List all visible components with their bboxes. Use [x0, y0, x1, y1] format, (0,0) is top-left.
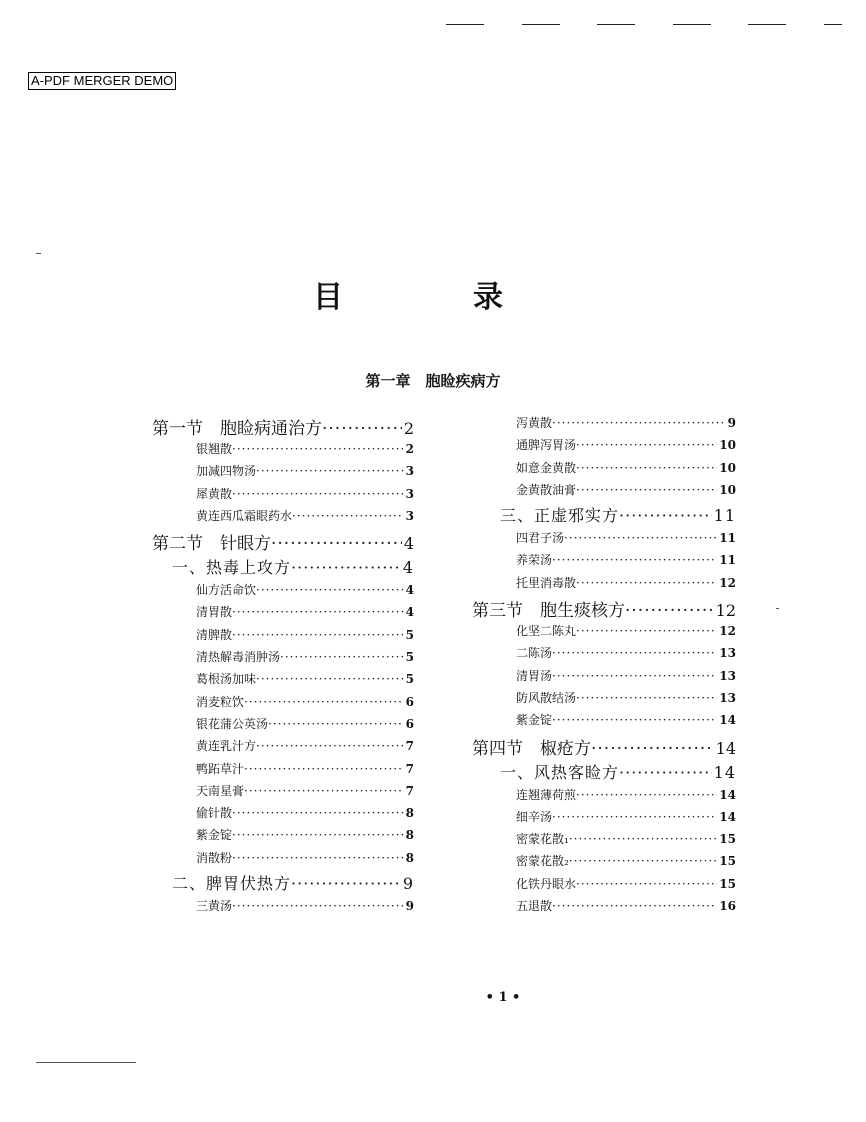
toc-dot-leader [552, 553, 717, 567]
toc-entry-item [152, 581, 414, 603]
top-rule [446, 24, 484, 25]
toc-entry-label: 紫金锭 [196, 828, 233, 843]
scan-speck [36, 1062, 136, 1063]
toc-dot-leader [291, 558, 401, 577]
toc-entry-label: 清脾散 [196, 627, 233, 642]
toc-dot-leader [552, 810, 717, 824]
toc-entry-page: 11 [713, 506, 736, 526]
toc-dot-leader [292, 509, 404, 523]
toc-entry-page: 9 [727, 416, 736, 430]
toc-entry-page: 7 [405, 783, 414, 798]
toc-entry-page: 10 [719, 482, 736, 497]
toc-entry-page: 9 [402, 874, 414, 894]
toc-entry-label: 防风散结汤 [516, 690, 577, 705]
toc-entry-item [152, 760, 414, 782]
toc-entry-label: 天南星膏 [196, 783, 245, 798]
toc-entry-item [472, 689, 736, 711]
toc-entry-page: 15 [719, 854, 736, 869]
toc-entry-label: 加减四物汤 [196, 464, 257, 479]
toc-entry-item [152, 603, 414, 625]
toc-entry-page: 12 [719, 575, 736, 590]
toc-entry-page: 5 [405, 627, 414, 642]
toc-entry-section [472, 596, 736, 622]
toc-entry-label: 五退散 [516, 899, 553, 914]
top-rule [522, 24, 560, 25]
toc-entry-label: 鸭跖草汁 [196, 761, 245, 776]
toc-entry-label: 第三节 胞生痰核方 [472, 601, 625, 622]
scan-speck [36, 253, 41, 254]
toc-entry-page: 3 [405, 486, 414, 501]
toc-entry-page: 14 [719, 713, 736, 728]
toc-entry-item [152, 440, 414, 462]
toc-entry-item [472, 852, 736, 874]
toc-entry-page: 13 [719, 690, 736, 705]
toc-dot-leader [552, 899, 717, 913]
toc-entry-label: 化坚二陈丸 [516, 624, 577, 639]
toc-entry-label: 托里消毒散 [516, 575, 577, 590]
toc-entry-page: 3 [405, 508, 414, 523]
toc-entry-page: 4 [405, 583, 414, 598]
page-title: 目 录 [313, 280, 553, 315]
toc-entry-label: 消麦粒饮 [196, 694, 245, 709]
toc-entry-page: 5 [405, 650, 414, 665]
toc-entry-item [472, 481, 736, 503]
toc-dot-leader [256, 583, 404, 597]
toc-entry-label: 偷针散 [196, 806, 233, 821]
toc-entry-page: 8 [405, 806, 414, 821]
top-rule [597, 24, 635, 25]
toc-dot-leader [232, 828, 404, 842]
toc-entry-item [472, 808, 736, 830]
toc-dot-leader [576, 788, 717, 802]
chapter-heading: 第一章 胞睑疾病方 [365, 372, 501, 390]
toc-entry-label: 细辛汤 [516, 809, 553, 824]
toc-entry-page: 14 [713, 762, 736, 782]
toc-dot-leader [576, 877, 717, 891]
toc-entry-item [152, 782, 414, 804]
toc-entry-label: 银花蒲公英汤 [196, 716, 269, 731]
toc-entry-item [472, 436, 736, 458]
toc-entry-page: 9 [405, 899, 414, 914]
toc-entry-label: 仙方活命饮 [196, 583, 257, 598]
toc-entry-label: 一、风热客睑方 [500, 762, 620, 782]
toc-entry-page: 10 [719, 460, 736, 475]
toc-entry-label: 密蒙花散₁ [516, 832, 569, 847]
toc-right-column [472, 414, 736, 919]
toc-dot-leader [552, 713, 717, 727]
toc-entry-item [152, 485, 414, 507]
toc-entry-page: 13 [719, 668, 736, 683]
toc-dot-leader [232, 806, 404, 820]
toc-entry-item [472, 414, 736, 436]
toc-entry-page: 16 [719, 899, 736, 914]
toc-dot-leader [576, 438, 717, 452]
toc-dot-leader [552, 646, 717, 660]
toc-entry-page: 13 [719, 646, 736, 661]
toc-entry-page: 11 [719, 553, 736, 568]
toc-dot-leader [256, 464, 404, 478]
toc-entry-page: 4 [405, 605, 414, 620]
toc-entry-label: 二陈汤 [516, 646, 553, 661]
toc-dot-leader [232, 487, 404, 501]
toc-entry-page: 2 [405, 442, 414, 456]
toc-dot-leader [591, 739, 714, 759]
toc-dot-leader [244, 695, 404, 709]
toc-entry-item [472, 644, 736, 666]
toc-dot-leader [619, 763, 712, 782]
toc-entry-page: 15 [719, 832, 736, 847]
toc-entry-label: 清胃汤 [516, 668, 553, 683]
toc-entry-section [472, 734, 736, 760]
toc-entry-sub [472, 760, 736, 786]
toc-entry-page: 14 [719, 809, 736, 824]
toc-entry-page: 4 [403, 534, 414, 554]
toc-entry-page: 7 [405, 761, 414, 776]
toc-dot-leader [256, 672, 404, 686]
toc-dot-leader [619, 506, 712, 525]
toc-entry-page: 14 [715, 738, 736, 758]
toc-entry-label: 三、正虚邪实方 [500, 506, 620, 526]
toc-dot-leader [232, 605, 404, 619]
toc-entry-label: 泻黄散 [516, 416, 553, 430]
toc-entry-label: 四君子汤 [516, 531, 565, 546]
toc-entry-page: 15 [719, 876, 736, 891]
toc-entry-label: 如意金黄散 [516, 460, 577, 475]
top-rule [824, 24, 842, 25]
toc-dot-leader [256, 739, 404, 753]
toc-dot-leader [576, 691, 717, 705]
watermark-label: A-PDF MERGER DEMO [28, 72, 176, 90]
toc-entry-label: 养荣汤 [516, 553, 553, 568]
toc-entry-item [472, 551, 736, 573]
toc-entry-page: 10 [719, 438, 736, 453]
toc-entry-label: 第四节 椒疮方 [472, 738, 591, 759]
toc-dot-leader [232, 851, 404, 865]
page-number: • 1 • [485, 990, 521, 1005]
toc-entry-label: 第一节 胞睑病通治方 [152, 419, 322, 439]
toc-entry-item [152, 897, 414, 919]
toc-dot-leader [569, 854, 717, 868]
toc-dot-leader [569, 832, 717, 846]
toc-dot-leader [244, 784, 404, 798]
toc-left-column [152, 414, 414, 919]
toc-entry-page: 3 [405, 464, 414, 479]
toc-entry-section [152, 414, 414, 440]
toc-entry-item [152, 804, 414, 826]
toc-dot-leader [552, 669, 717, 683]
toc-dot-leader [576, 624, 717, 638]
toc-entry-label: 第二节 针眼方 [152, 534, 271, 555]
toc-entry-page: 14 [719, 787, 736, 802]
top-rule [748, 24, 786, 25]
toc-entry-page: 6 [405, 694, 414, 709]
top-rule [673, 24, 711, 25]
toc-entry-label: 消散粉 [196, 850, 233, 865]
toc-entry-page: 6 [405, 716, 414, 731]
toc-entry-item [472, 574, 736, 596]
toc-entry-item [472, 529, 736, 551]
toc-entry-label: 犀黄散 [196, 486, 233, 501]
toc-entry-item [152, 693, 414, 715]
toc-entry-label: 黄连乳汁方 [196, 739, 257, 754]
toc-entry-item [152, 626, 414, 648]
toc-entry-page: 12 [719, 624, 736, 639]
toc-dot-leader [232, 899, 404, 913]
toc-entry-item [472, 711, 736, 733]
toc-entry-page: 7 [405, 739, 414, 754]
toc-entry-label: 银翘散 [196, 442, 233, 456]
toc-entry-item [152, 670, 414, 692]
toc-entry-sub [152, 555, 414, 581]
toc-entry-page: 5 [405, 672, 414, 687]
toc-entry-item [472, 459, 736, 481]
scan-speck [776, 608, 779, 609]
toc-dot-leader [576, 461, 717, 475]
toc-entry-page: 12 [715, 601, 736, 621]
toc-dot-leader [564, 531, 717, 545]
toc-entry-item [152, 715, 414, 737]
toc-entry-item [472, 786, 736, 808]
toc-entry-label: 化铁丹眼水 [516, 876, 577, 891]
toc-dot-leader [552, 416, 726, 430]
toc-entry-label: 一、热毒上攻方 [172, 558, 292, 578]
toc-dot-leader [576, 576, 717, 590]
toc-dot-leader [244, 762, 404, 776]
toc-entry-page: 11 [719, 531, 736, 546]
toc-entry-item [472, 622, 736, 644]
toc-entry-label: 黄连西瓜霜眼药水 [196, 508, 293, 523]
toc-entry-label: 二、脾胃伏热方 [172, 874, 292, 894]
toc-entry-label: 通脾泻胃汤 [516, 438, 577, 453]
toc-dot-leader [291, 874, 401, 893]
toc-dot-leader [232, 442, 404, 456]
toc-entry-item [152, 648, 414, 670]
toc-entry-label: 金黄散油膏 [516, 482, 577, 497]
toc-entry-label: 紫金锭 [516, 713, 553, 728]
toc-entry-item [152, 826, 414, 848]
toc-entry-label: 连翘薄荷煎 [516, 787, 577, 802]
toc-dot-leader [280, 650, 404, 664]
toc-entry-item [472, 875, 736, 897]
toc-entry-sub [472, 503, 736, 529]
toc-entry-item [152, 849, 414, 871]
toc-entry-item [472, 897, 736, 919]
toc-entry-label: 三黄汤 [196, 899, 233, 914]
toc-entry-item [472, 667, 736, 689]
toc-entry-label: 清胃散 [196, 605, 233, 620]
toc-entry-item [152, 507, 414, 529]
toc-dot-leader [322, 419, 402, 439]
toc-dot-leader [625, 601, 714, 621]
toc-entry-page: 8 [405, 850, 414, 865]
toc-dot-leader [576, 483, 717, 497]
toc-entry-label: 清热解毒消肿汤 [196, 650, 281, 665]
toc-entry-item [152, 737, 414, 759]
toc-dot-leader [232, 628, 404, 642]
toc-dot-leader [271, 534, 402, 554]
toc-entry-page: 2 [403, 419, 414, 438]
toc-entry-item [152, 462, 414, 484]
toc-dot-leader [268, 717, 404, 731]
toc-entry-label: 葛根汤加味 [196, 672, 257, 687]
toc-entry-sub [152, 871, 414, 897]
toc-entry-label: 密蒙花散₂ [516, 854, 569, 869]
toc-entry-item [472, 830, 736, 852]
toc-entry-section [152, 529, 414, 555]
toc-entry-page: 4 [402, 558, 414, 578]
toc-entry-page: 8 [405, 828, 414, 843]
